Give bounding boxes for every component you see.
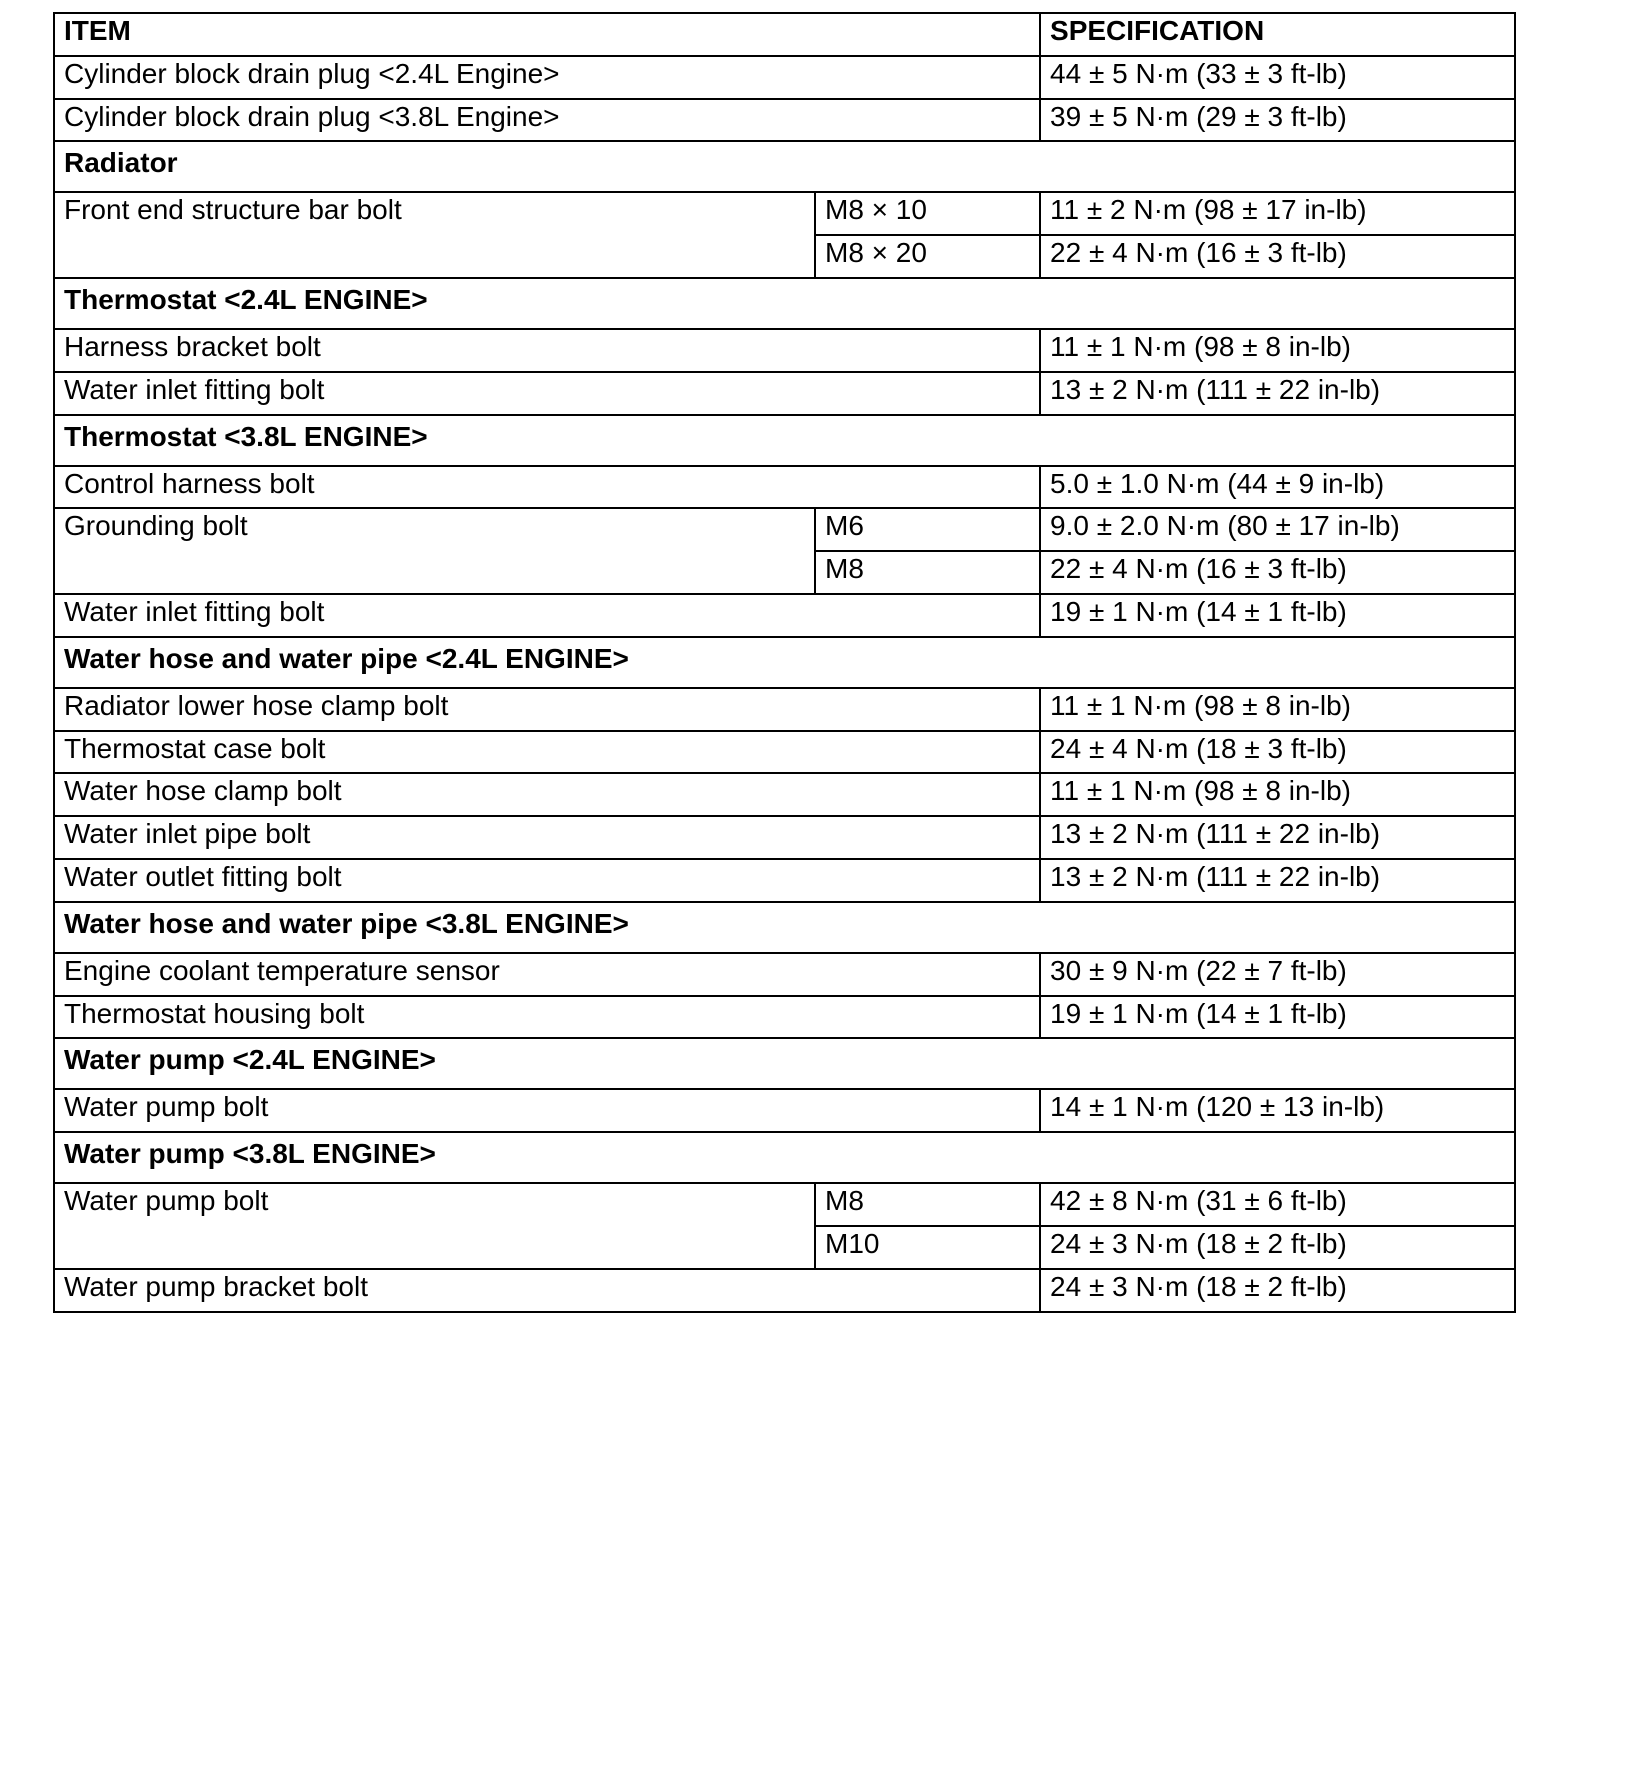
- section-row: [54, 637, 1515, 688]
- item-cell: Control harness bolt: [54, 466, 1040, 509]
- item-cell: Front end structure bar bolt: [54, 192, 815, 278]
- torque-spec-table: [53, 12, 1516, 1313]
- size-cell: M10: [815, 1226, 1040, 1269]
- spec-cell: 24 ± 3 N·m (18 ± 2 ft-lb): [1040, 1269, 1515, 1312]
- table-row: [54, 99, 1515, 142]
- table-row: [54, 1089, 1515, 1132]
- table-row: [54, 56, 1515, 99]
- table-row: [54, 816, 1515, 859]
- section-title: Radiator: [54, 141, 1515, 192]
- section-title: Thermostat <2.4L ENGINE>: [54, 278, 1515, 329]
- spec-cell: 13 ± 2 N·m (111 ± 22 in-lb): [1040, 859, 1515, 902]
- table-row: [54, 996, 1515, 1039]
- spec-cell: 13 ± 2 N·m (111 ± 22 in-lb): [1040, 816, 1515, 859]
- size-cell: M6: [815, 508, 1040, 551]
- item-cell: Harness bracket bolt: [54, 329, 1040, 372]
- spec-cell: 30 ± 9 N·m (22 ± 7 ft-lb): [1040, 953, 1515, 996]
- table-row: [54, 466, 1515, 509]
- section-row: [54, 278, 1515, 329]
- item-cell: Water pump bolt: [54, 1089, 1040, 1132]
- section-row: [54, 1132, 1515, 1183]
- item-cell: Water inlet pipe bolt: [54, 816, 1040, 859]
- item-cell: Water inlet fitting bolt: [54, 594, 1040, 637]
- table-row: [54, 1183, 1515, 1226]
- table-row: [54, 859, 1515, 902]
- table-header-row: [54, 13, 1515, 56]
- size-cell: M8: [815, 1183, 1040, 1226]
- section-row: [54, 141, 1515, 192]
- spec-cell: 24 ± 4 N·m (18 ± 3 ft-lb): [1040, 731, 1515, 774]
- size-cell: M8 × 20: [815, 235, 1040, 278]
- spec-cell: 19 ± 1 N·m (14 ± 1 ft-lb): [1040, 996, 1515, 1039]
- table-row: [54, 953, 1515, 996]
- spec-cell: 42 ± 8 N·m (31 ± 6 ft-lb): [1040, 1183, 1515, 1226]
- item-cell: Thermostat housing bolt: [54, 996, 1040, 1039]
- spec-cell: 24 ± 3 N·m (18 ± 2 ft-lb): [1040, 1226, 1515, 1269]
- item-cell: Grounding bolt: [54, 508, 815, 594]
- item-cell: Radiator lower hose clamp bolt: [54, 688, 1040, 731]
- header-specification: SPECIFICATION: [1040, 13, 1515, 56]
- item-cell: Thermostat case bolt: [54, 731, 1040, 774]
- table-row: [54, 329, 1515, 372]
- spec-cell: 9.0 ± 2.0 N·m (80 ± 17 in-lb): [1040, 508, 1515, 551]
- spec-cell: 14 ± 1 N·m (120 ± 13 in-lb): [1040, 1089, 1515, 1132]
- table-row: [54, 594, 1515, 637]
- item-cell: Water hose clamp bolt: [54, 773, 1040, 816]
- spec-cell: 22 ± 4 N·m (16 ± 3 ft-lb): [1040, 551, 1515, 594]
- section-row: [54, 415, 1515, 466]
- item-cell: Cylinder block drain plug <3.8L Engine>: [54, 99, 1040, 142]
- spec-cell: 44 ± 5 N·m (33 ± 3 ft-lb): [1040, 56, 1515, 99]
- item-cell: Water inlet fitting bolt: [54, 372, 1040, 415]
- section-title: Water pump <2.4L ENGINE>: [54, 1038, 1515, 1089]
- header-item: ITEM: [54, 13, 1040, 56]
- table-row: [54, 688, 1515, 731]
- table-row: [54, 773, 1515, 816]
- section-title: Water pump <3.8L ENGINE>: [54, 1132, 1515, 1183]
- item-cell: Water pump bolt: [54, 1183, 815, 1269]
- section-title: Thermostat <3.8L ENGINE>: [54, 415, 1515, 466]
- item-cell: Cylinder block drain plug <2.4L Engine>: [54, 56, 1040, 99]
- spec-cell: 19 ± 1 N·m (14 ± 1 ft-lb): [1040, 594, 1515, 637]
- spec-cell: 22 ± 4 N·m (16 ± 3 ft-lb): [1040, 235, 1515, 278]
- spec-cell: 11 ± 2 N·m (98 ± 17 in-lb): [1040, 192, 1515, 235]
- table-row: [54, 192, 1515, 235]
- item-cell: Water outlet fitting bolt: [54, 859, 1040, 902]
- section-row: [54, 1038, 1515, 1089]
- spec-cell: 11 ± 1 N·m (98 ± 8 in-lb): [1040, 773, 1515, 816]
- table-row: [54, 731, 1515, 774]
- spec-cell: 13 ± 2 N·m (111 ± 22 in-lb): [1040, 372, 1515, 415]
- spec-cell: 5.0 ± 1.0 N·m (44 ± 9 in-lb): [1040, 466, 1515, 509]
- size-cell: M8: [815, 551, 1040, 594]
- item-cell: Engine coolant temperature sensor: [54, 953, 1040, 996]
- table-row: [54, 508, 1515, 551]
- section-row: [54, 902, 1515, 953]
- table-row: [54, 372, 1515, 415]
- item-cell: Water pump bracket bolt: [54, 1269, 1040, 1312]
- table-row: [54, 1269, 1515, 1312]
- spec-cell: 11 ± 1 N·m (98 ± 8 in-lb): [1040, 329, 1515, 372]
- size-cell: M8 × 10: [815, 192, 1040, 235]
- section-title: Water hose and water pipe <3.8L ENGINE>: [54, 902, 1515, 953]
- table-body: [54, 56, 1515, 1312]
- section-title: Water hose and water pipe <2.4L ENGINE>: [54, 637, 1515, 688]
- spec-cell: 39 ± 5 N·m (29 ± 3 ft-lb): [1040, 99, 1515, 142]
- spec-cell: 11 ± 1 N·m (98 ± 8 in-lb): [1040, 688, 1515, 731]
